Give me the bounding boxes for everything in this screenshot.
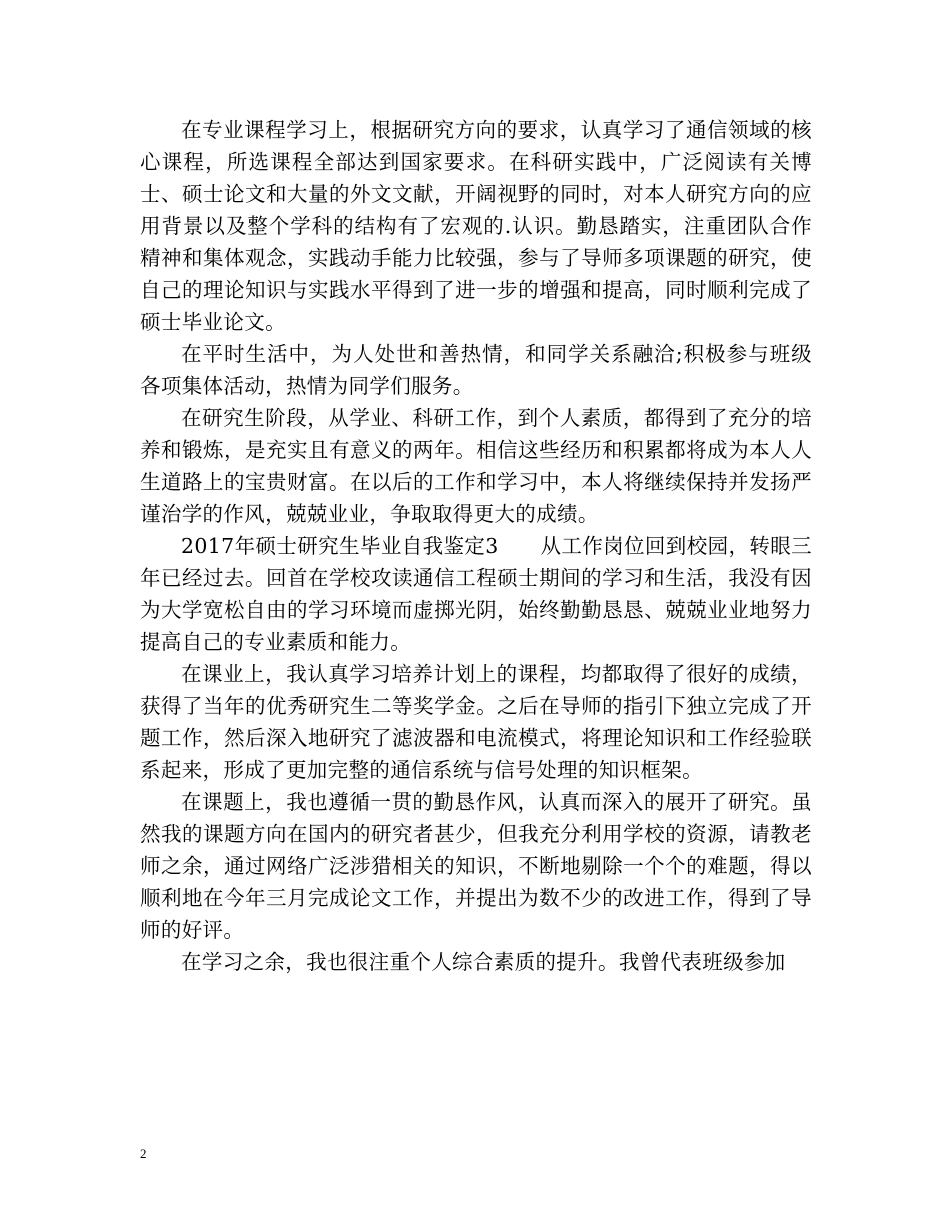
page-number: 2 [140, 1146, 147, 1161]
paragraph-2: 在平时生活中，为人处世和善热情，和同学关系融洽;积极参与班级各项集体活动，热情为同学们服务。 [140, 342, 812, 398]
paragraph-7: 在学习之余，我也很注重个人综合素质的提升。我曾代表班级参加 [181, 950, 786, 974]
paragraph-3: 在研究生阶段，从学业、科研工作，到个人素质，都得到了充分的培养和锻炼，是充实且有意义的两年。相信这些经历和积累都将成为本人人生道路上的宝贵财富。在以后的工作和学习中，本人将继续保持并发扬严谨治学的作风，兢兢业业，争取取得更大的成绩。 [140, 406, 812, 526]
paragraph-4: 2017年硕士研究生毕业自我鉴定3 从工作岗位回到校园，转眼三年已经过去。回首在学校攻读通信工程硕士期间的学习和生活，我没有因为大学宽松自由的学习环境而虚掷光阴，始终勤勤恳恳、兢兢业业地努力提高自己的专业素质和能力。 [140, 534, 812, 654]
paragraph-5: 在课业上，我认真学习培养计划上的课程，均都取得了很好的成绩，获得了当年的优秀研究生二等奖学金。之后在导师的指引下独立完成了开题工作，然后深入地研究了滤波器和电流模式，将理论知识和工作经验联系起来，形成了更加完整的通信系统与信号处理的知识框架。 [140, 662, 812, 782]
paragraph-1: 在专业课程学习上，根据研究方向的要求，认真学习了通信领域的核心课程，所选课程全部达到国家要求。在科研实践中，广泛阅读有关博士、硕士论文和大量的外文文献，开阔视野的同时，对本人研究方向的应用背景以及整个学科的结构有了宏观的.认识。勤恳踏实，注重团队合作精神和集体观念，实践动手能力比较强，参与了导师多项课题的研究，使自己的理论知识与实践水平得到了进一步的增强和提高，同时顺利完成了硕士毕业论文。 [140, 118, 812, 334]
paragraph-6: 在课题上，我也遵循一贯的勤恳作风，认真而深入的展开了研究。虽然我的课题方向在国内的研究者甚少，但我充分利用学校的资源，请教老师之余，通过网络广泛涉猎相关的知识，不断地剔除一个个的难题，得以顺利地在今年三月完成论文工作，并提出为数不少的改进工作，得到了导师的好评。 [140, 790, 812, 942]
document-body [140, 114, 812, 978]
